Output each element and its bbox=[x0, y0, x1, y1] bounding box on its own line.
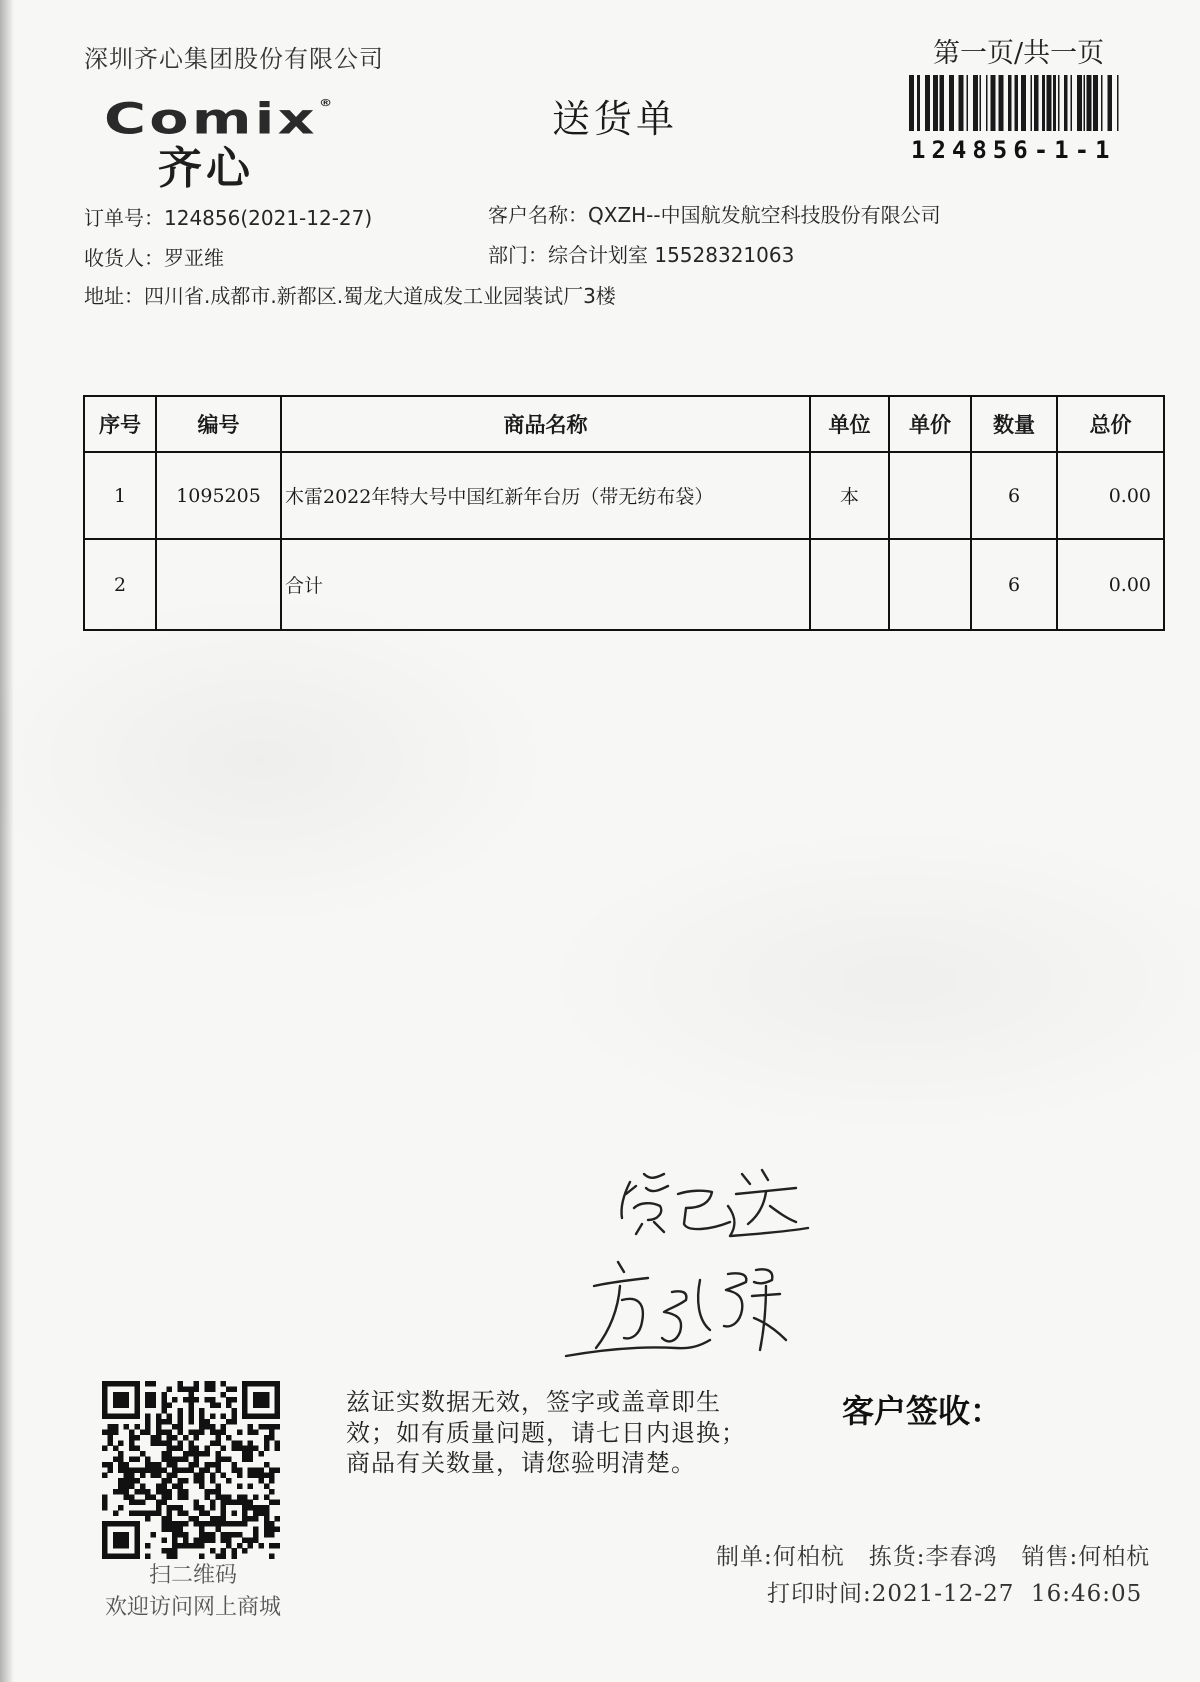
logo-chinese-text: 齐心 bbox=[158, 143, 254, 194]
print-time bbox=[767, 1581, 1142, 1609]
document-title: 送货单 bbox=[552, 97, 679, 141]
department-label: 部门： bbox=[488, 243, 548, 267]
customer-name-label: 客户名称： bbox=[488, 203, 588, 227]
column-header-product-name: 商品名称 bbox=[281, 396, 810, 452]
column-header-code: 编号 bbox=[156, 396, 281, 452]
table-row bbox=[84, 539, 1164, 630]
picker-field bbox=[869, 1544, 998, 1570]
notice-line: 商品有关数量，请您验明清楚。 bbox=[346, 1449, 696, 1477]
comix-logo bbox=[104, 94, 333, 144]
column-header-unit-price: 单价 bbox=[889, 396, 971, 452]
order-number-label: 订单号： bbox=[84, 206, 164, 230]
cell-quantity: 6 bbox=[971, 452, 1057, 539]
cell-total-price: 0.00 bbox=[1057, 452, 1164, 539]
cell-unit: 本 bbox=[810, 452, 889, 539]
cell-code bbox=[156, 539, 281, 630]
customer-name-value: QXZH--中国航发航空科技股份有限公司 bbox=[588, 203, 941, 227]
logo-registered-mark: ® bbox=[318, 97, 333, 109]
cell-code: 1095205 bbox=[156, 452, 281, 539]
qr-caption-welcome: 欢迎访问网上商城 bbox=[104, 1595, 281, 1620]
cell-unit bbox=[810, 539, 889, 630]
logo-brand-text: Comix bbox=[104, 94, 318, 144]
maker-field bbox=[716, 1544, 845, 1570]
barcode-number: 124856-1-1 bbox=[911, 136, 1116, 164]
receiver-label: 收货人： bbox=[84, 246, 164, 270]
goods-table bbox=[83, 395, 1165, 631]
column-header-unit: 单位 bbox=[810, 396, 889, 452]
maker-label: 制单: bbox=[716, 1544, 773, 1570]
print-time-label: 打印时间: bbox=[767, 1581, 872, 1607]
cell-unit-price bbox=[889, 539, 971, 630]
picker-label: 拣货: bbox=[868, 1544, 926, 1570]
order-number-field bbox=[84, 206, 372, 230]
customer-name-field bbox=[488, 203, 941, 227]
address-field bbox=[84, 284, 616, 308]
address-label: 地址： bbox=[84, 284, 144, 308]
cell-total-price: 0.00 bbox=[1057, 539, 1164, 630]
column-header-seq: 序号 bbox=[84, 396, 156, 452]
barcode-image bbox=[909, 75, 1121, 131]
customer-sign-label: 客户签收： bbox=[842, 1392, 1003, 1430]
handwritten-signature-image bbox=[560, 1150, 812, 1370]
column-header-total-price: 总价 bbox=[1057, 396, 1164, 452]
column-header-quantity: 数量 bbox=[971, 396, 1057, 452]
sales-field bbox=[1022, 1544, 1151, 1570]
sales-label: 销售: bbox=[1021, 1544, 1079, 1570]
maker-name: 何柏杭 bbox=[772, 1544, 845, 1570]
order-number-value: 124856(2021-12-27) bbox=[164, 206, 373, 230]
cell-unit-price bbox=[889, 452, 971, 539]
cell-seq: 1 bbox=[84, 452, 156, 539]
address-value: 四川省.成都市.新都区.蜀龙大道成发工业园装试厂3楼 bbox=[144, 284, 616, 308]
cell-quantity: 6 bbox=[971, 539, 1057, 630]
cell-product-name: 木雷2022年特大号中国红新年台历（带无纺布袋） bbox=[281, 452, 810, 539]
sales-name: 何柏杭 bbox=[1078, 1544, 1151, 1570]
cell-product-name: 合计 bbox=[281, 539, 810, 630]
staff-line bbox=[716, 1544, 1150, 1572]
notice-line: 兹证实数据无效，签字或盖章即生 bbox=[346, 1388, 721, 1416]
picker-name: 李春鸿 bbox=[925, 1544, 998, 1570]
company-name: 深圳齐心集团股份有限公司 bbox=[84, 45, 384, 73]
table-row bbox=[84, 452, 1164, 539]
department-value: 综合计划室 15528321063 bbox=[548, 243, 795, 267]
qr-caption-scan: 扫二维码 bbox=[148, 1563, 237, 1588]
receiver-field bbox=[84, 246, 224, 270]
notice-line: 效；如有质量问题，请七日内退换； bbox=[346, 1419, 746, 1447]
cell-seq: 2 bbox=[84, 539, 156, 630]
print-time-value: 2021-12-27 16:46:05 bbox=[871, 1581, 1143, 1607]
page-indicator: 第一页/共一页 bbox=[933, 38, 1105, 69]
table-header-row bbox=[84, 396, 1164, 452]
receiver-value: 罗亚维 bbox=[164, 246, 224, 270]
department-field bbox=[488, 243, 794, 267]
qr-code-image bbox=[102, 1381, 280, 1559]
